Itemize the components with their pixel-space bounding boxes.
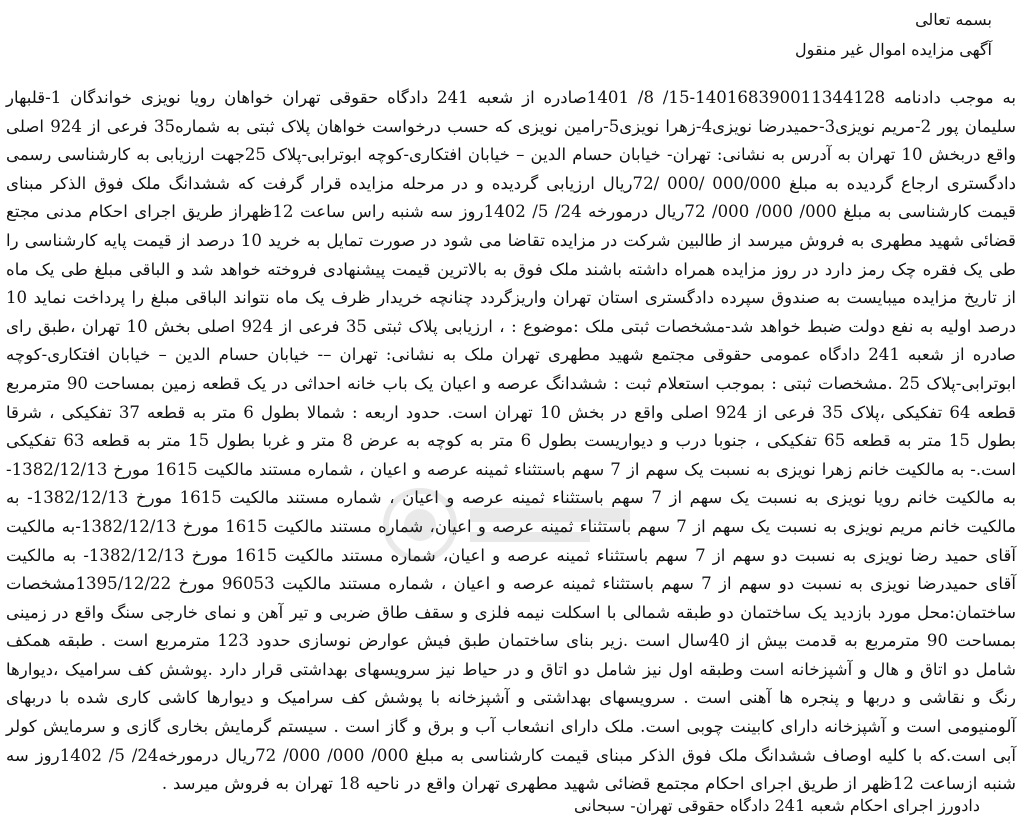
notice-title: آگهی مزایده اموال غیر منقول: [795, 40, 992, 59]
notice-body: به موجب دادنامه 140168390011344128-15/ 8/ 1401صادره از شعبه 241 دادگاه حقوقی تهران خواهان رویا نویزی خواندگان 1-قلبهار سلیمان پور 2-مریم نویزی3-حمیدرضا نویزی4-زهرا نویزی5-رامین نویزی که حسب درخواست خواهان پلاک ثبتی به شماره35 فرعی از 924 اصلی واقع دربخش 10 تهران به آدرس به نشانی: تهران- خیابان حسام الدین – خیابان افتکاری-کوچه ابوترابی-پلاک 25جهت ارزیابی به کارشناسی رسمی دادگستری ارجاع گردیده به مبلغ 000/000 /000 /72ریال ارزیابی گردیده و در مرحله مزایده قرار گرفت که ششدانگ ملک فوق الذکر مبنای قیمت کارشناسی به مبلغ 000/ 000/ 000/ 72ریال درمورخه 24/ 5/ 1402روز سه شنبه راس ساعت 12ظهراز طریق اجرای احکام مدنی مجتع قضائی شهید مطهری به فروش میرسد از طالبین شرکت در مزایده تقاضا می شود در صورت تمایل به خرید 10 درصد از قیمت پایه کارشناسی را طی یک فقره چک رمز دارد در روز مزایده همراه داشته باشند ملک فوق به بالاترین قیمت پیشنهادی فروخته خواهد شد و الباقی مبلغ طی یک ماه از تاریخ مزایده میبایست به صندوق سپرده دادگستری استان تهران واریزگردد چنانچه خریدار ظرف یک ماه نتواند الباقی مبلغ را پرداخت نماید 10 درصد اولیه به نفع دولت ضبط خواهد شد-مشخصات ثبتی ملک :موضوع : ، ارزیابی پلاک ثبتی 35 فرعی از 924 اصلی بخش 10 تهران ،طبق رای صادره از شعبه 241 دادگاه عمومی حقوقی مجتمع شهید مطهری تهران ملک به نشانی: تهران –- خیابان حسام الدین – خیابان افتکاری-کوچه ابوترابی-پلاک 25 .مشخصات ثبتی : بموجب استعلام ثبت : ششدانگ عرصه و اعیان یک باب خانه احداثی در یک قطعه زمین بمساحت 90 مترمربع قطعه 64 تفکیکی ،پلاک 35 فرعی از 924 اصلی واقع در بخش 10 تهران است. حدود اربعه : شمالا بطول 6 متر به قطعه 37 تفکیکی ، شرقا بطول 15 متر به قطعه 65 تفکیکی ، جنوبا درب و دیواریست بطول 6 متر به کوچه به عرض 8 متر و غربا بطول 15 متر به قطعه 63 تفکیکی است.- به مالکیت خانم زهرا نویزی به نسبت یک سهم از 7 سهم باستثناء ثمینه عرصه و اعیان ، شماره مستند مالکیت 1615 مورخ 1382/12/13- به مالکیت خانم رویا نویزی به نسبت یک سهم از 7 سهم باستثناء ثمینه عرصه و اعیان ، شماره مستند مالکیت 1615 مورخ 1382/12/13- به مالکیت خانم مریم نویزی به نسبت یک سهم از 7 سهم باستثناء ثمینه عرصه و اعیان، شماره مستند مالکیت 1615 مورخ 1382/12/13-به مالکیت آقای حمید رضا نویزی به نسبت دو سهم از 7 سهم باستثناء ثمینه عرصه و اعیان، شماره مستند مالکیت 1615 مورخ 1382/12/13- به مالکیت آقای حمیدرضا نویزی به نسبت دو سهم از 7 سهم باستثناء ثمینه عرصه و اعیان ، شماره مستند مالکیت 96053 مورخ 1395/12/22مشخصات ساختمان:محل مورد بازدید یک ساختمان دو طبقه شمالی با اسکلت نیمه فلزی و سقف طاق ضربی و تیر آهن و نمای خارجی سنگ واقع در زمینی بمساحت 90 مترمربع به قدمت بیش از 40سال است .زیر بنای ساختمان طبق فیش عوارض نوسازی حدود 123 مترمربع است . طبقه همکف شامل دو اتاق و هال و آشپزخانه است وطبقه اول نیز شامل دو اتاق و در حیاط نیز سرویسهای بهداشتی قرار دارد .پوشش کف سرامیک ،دیوارها رنگ و نقاشی و دربها و پنجره ها آهنی است . سرویسهای بهداشتی و آشپزخانه با پوشش کف سرامیک و دیوارها کاشی کاری شده با دربهای آلومنیومی است و آشپزخانه دارای کابینت چوبی است. ملک دارای انشعاب آب و برق و گاز است . سیستم گرمایش بخاری گازی و سرمایش کولر آبی است.که با کلیه اوصاف ششدانگ ملک فوق الذکر مبنای قیمت کارشناسی به مبلغ 000/ 000/ 000/ 72ریال درمورخه24/ 5/ 1402روز سه شنبه ازساعت 12ظهر از طریق اجرای احکام مجتمع قضائی شهید مطهری تهران واقع در ناحیه 18 تهران به فروش میرسد .: [6, 88, 1017, 794]
invocation-heading: بسمه تعالی: [915, 10, 992, 29]
signature-line: دادورز اجرای احکام شعبه 241 دادگاه حقوقی تهران- سبحانی: [573, 796, 980, 815]
